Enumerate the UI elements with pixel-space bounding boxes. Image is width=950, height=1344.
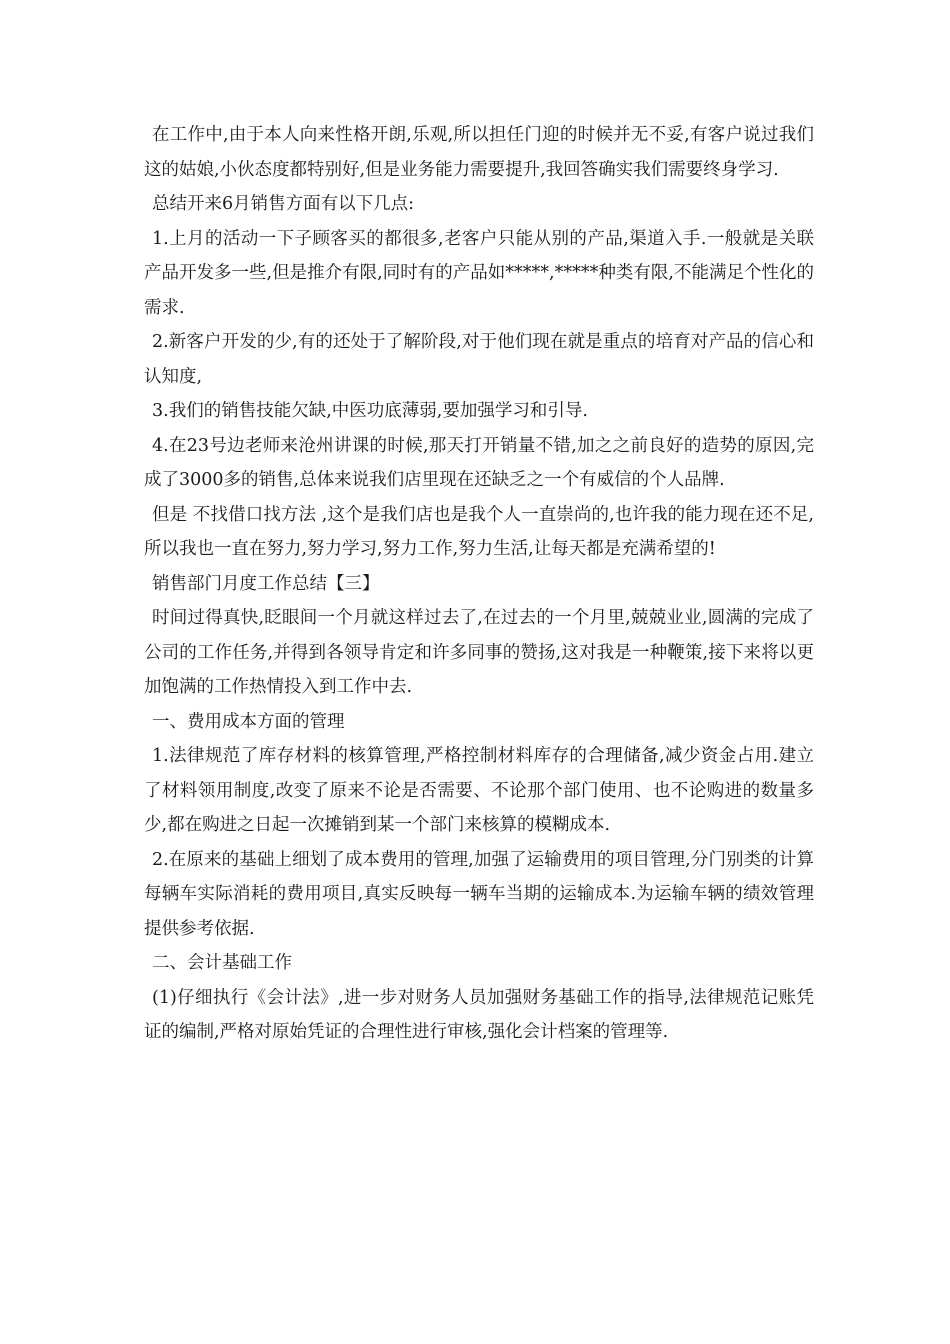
paragraph: 1.法律规范了库存材料的核算管理,严格控制材料库存的合理储备,减少资金占用.建立了材料领用制度,改变了原来不论是否需要、不论那个部门使用、也不论购进的数量多少,都在购进之日起一次摊销到某一个部门来核算的模糊成本. bbox=[144, 746, 814, 835]
document-body bbox=[144, 118, 814, 1050]
paragraph: 4.在23号边老师来沧州讲课的时候,那天打开销量不错,加之之前良好的造势的原因,完成了3000多的销售,总体来说我们店里现在还缺乏之一个有威信的个人品牌. bbox=[144, 435, 814, 490]
section-heading: 销售部门月度工作总结【三】 bbox=[152, 573, 380, 594]
paragraph: 2.在原来的基础上细划了成本费用的管理,加强了运输费用的项目管理,分门别类的计算每辆车实际消耗的费用项目,真实反映每一辆车当期的运输成本.为运输车辆的绩效管理提供参考依据. bbox=[144, 849, 814, 939]
paragraph: (1)仔细执行《会计法》,进一步对财务人员加强财务基础工作的指导,法律规范记账凭证的编制,严格对原始凭证的合理性进行审核,强化会计档案的管理等. bbox=[144, 987, 814, 1042]
paragraph: 2.新客户开发的少,有的还处于了解阶段,对于他们现在就是重点的培育对产品的信心和认知度, bbox=[144, 332, 814, 387]
paragraph: 3.我们的销售技能欠缺,中医功底薄弱,要加强学习和引导. bbox=[152, 401, 588, 421]
paragraph: 总结开来6月销售方面有以下几点: bbox=[152, 194, 415, 214]
section-heading: 二、会计基础工作 bbox=[152, 953, 292, 973]
paragraph: 1.上月的活动一下子顾客买的都很多,老客户只能从别的产品,渠道入手.一般就是关联产品开发多一些,但是推介有限,同时有的产品如*****,*****种类有限,不能满足个性化的需求. bbox=[144, 228, 814, 318]
paragraph: 但是 不找借口找方法 ,这个是我们店也是我个人一直崇尚的,也许我的能力现在还不足,所以我也一直在努力,努力学习,努力工作,努力生活,让每天都是充满希望的! bbox=[144, 504, 814, 559]
section-heading: 一、费用成本方面的管理 bbox=[152, 711, 345, 732]
paragraph: 时间过得真快,眨眼间一个月就这样过去了,在过去的一个月里,兢兢业业,圆满的完成了公司的工作任务,并得到各领导肯定和许多同事的赞扬,这对我是一种鞭策,接下来将以更加饱满的工作热情投入到工作中去. bbox=[144, 608, 814, 697]
paragraph: 在工作中,由于本人向来性格开朗,乐观,所以担任门迎的时候并无不妥,有客户说过我们这的姑娘,小伙态度都特别好,但是业务能力需要提升,我回答确实我们需要终身学习. bbox=[144, 125, 814, 180]
